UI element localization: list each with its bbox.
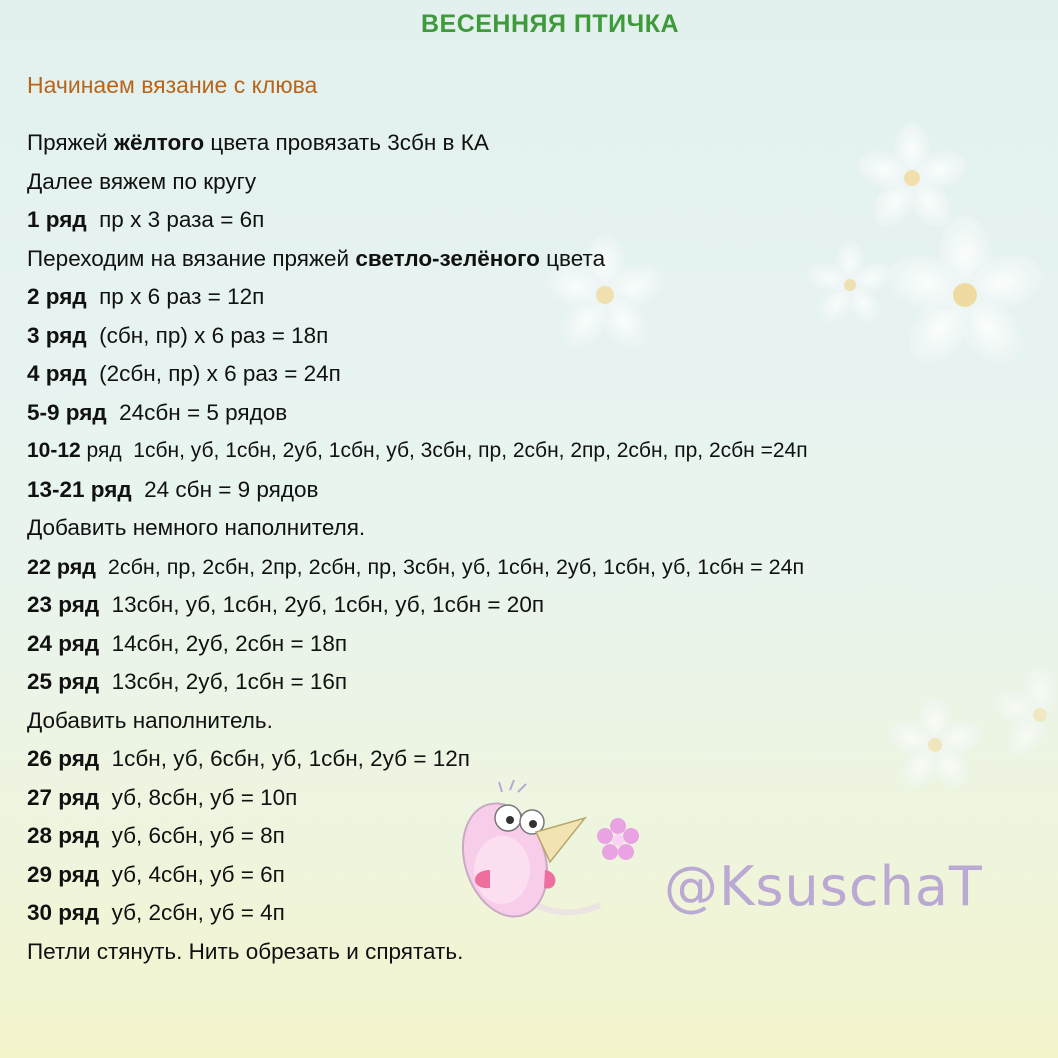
flower-edge-right bbox=[989, 667, 1056, 764]
section-heading: Начинаем вязание с клюва bbox=[27, 72, 318, 98]
author-watermark: @KsuschaT bbox=[664, 855, 983, 918]
instruction-line: 10-12 ряд 1сбн, уб, 1сбн, 2уб, 1сбн, уб, 3сбн, пр, 2сбн, 2пр, 2сбн, пр, 2сбн =24п bbox=[27, 439, 808, 462]
bird-illustration bbox=[440, 770, 660, 930]
instruction-line: Добавить наполнитель. bbox=[27, 707, 273, 733]
instruction-line: 4 ряд (2сбн, пр) х 6 раз = 24п bbox=[27, 361, 341, 386]
bird-icon bbox=[449, 780, 639, 928]
instruction-line: 2 ряд пр х 6 раз = 12п bbox=[27, 284, 265, 309]
instruction-line: 27 ряд уб, 8сбн, уб = 10п bbox=[27, 784, 298, 810]
flower-lower-right bbox=[884, 697, 986, 794]
instruction-line: 30 ряд уб, 2сбн, уб = 4п bbox=[27, 900, 285, 925]
instruction-line: 23 ряд 13сбн, уб, 1сбн, 2уб, 1сбн, уб, 1сбн = 20п bbox=[27, 592, 545, 617]
instruction-line: 5-9 ряд 24сбн = 5 рядов bbox=[27, 399, 288, 425]
instruction-line: 25 ряд 13сбн, 2уб, 1сбн = 16п bbox=[27, 669, 348, 694]
page-title: ВЕСЕННЯЯ ПТИЧКА bbox=[420, 10, 680, 38]
instruction-line: Пряжей жёлтого цвета провязать 3сбн в КА bbox=[27, 130, 489, 155]
flower-small bbox=[804, 241, 896, 329]
instruction-line: 28 ряд уб, 6сбн, уб = 8п bbox=[27, 823, 285, 848]
instruction-line: 24 ряд 14сбн, 2уб, 2сбн = 18п bbox=[27, 630, 348, 656]
instruction-list bbox=[27, 124, 808, 971]
instruction-line: 13-21 ряд 24 сбн = 9 рядов bbox=[27, 476, 319, 502]
instruction-line: Далее вяжем по кругу bbox=[27, 168, 257, 194]
flower-top-right bbox=[853, 122, 971, 235]
instruction-line: Переходим на вязание пряжей светло-зелёного цвета bbox=[27, 245, 606, 271]
instruction-line: 22 ряд 2сбн, пр, 2сбн, 2пр, 2сбн, пр, 3сбн, уб, 1сбн, 2уб, 1сбн, уб, 1сбн = 24п bbox=[27, 554, 805, 579]
flower-big-right bbox=[881, 215, 1049, 376]
instruction-line: 26 ряд 1сбн, уб, 6сбн, уб, 1сбн, 2уб = 12п bbox=[27, 746, 470, 771]
instruction-line: 3 ряд (сбн, пр) х 6 раз = 18п bbox=[27, 322, 329, 348]
instruction-line: Добавить немного наполнителя. bbox=[27, 515, 366, 540]
instruction-line: 29 ряд уб, 4сбн, уб = 6п bbox=[27, 861, 285, 887]
instruction-line: Петли стянуть. Нить обрезать и спрятать. bbox=[27, 938, 464, 964]
instruction-line: 1 ряд пр х 3 раза = 6п bbox=[27, 207, 265, 232]
